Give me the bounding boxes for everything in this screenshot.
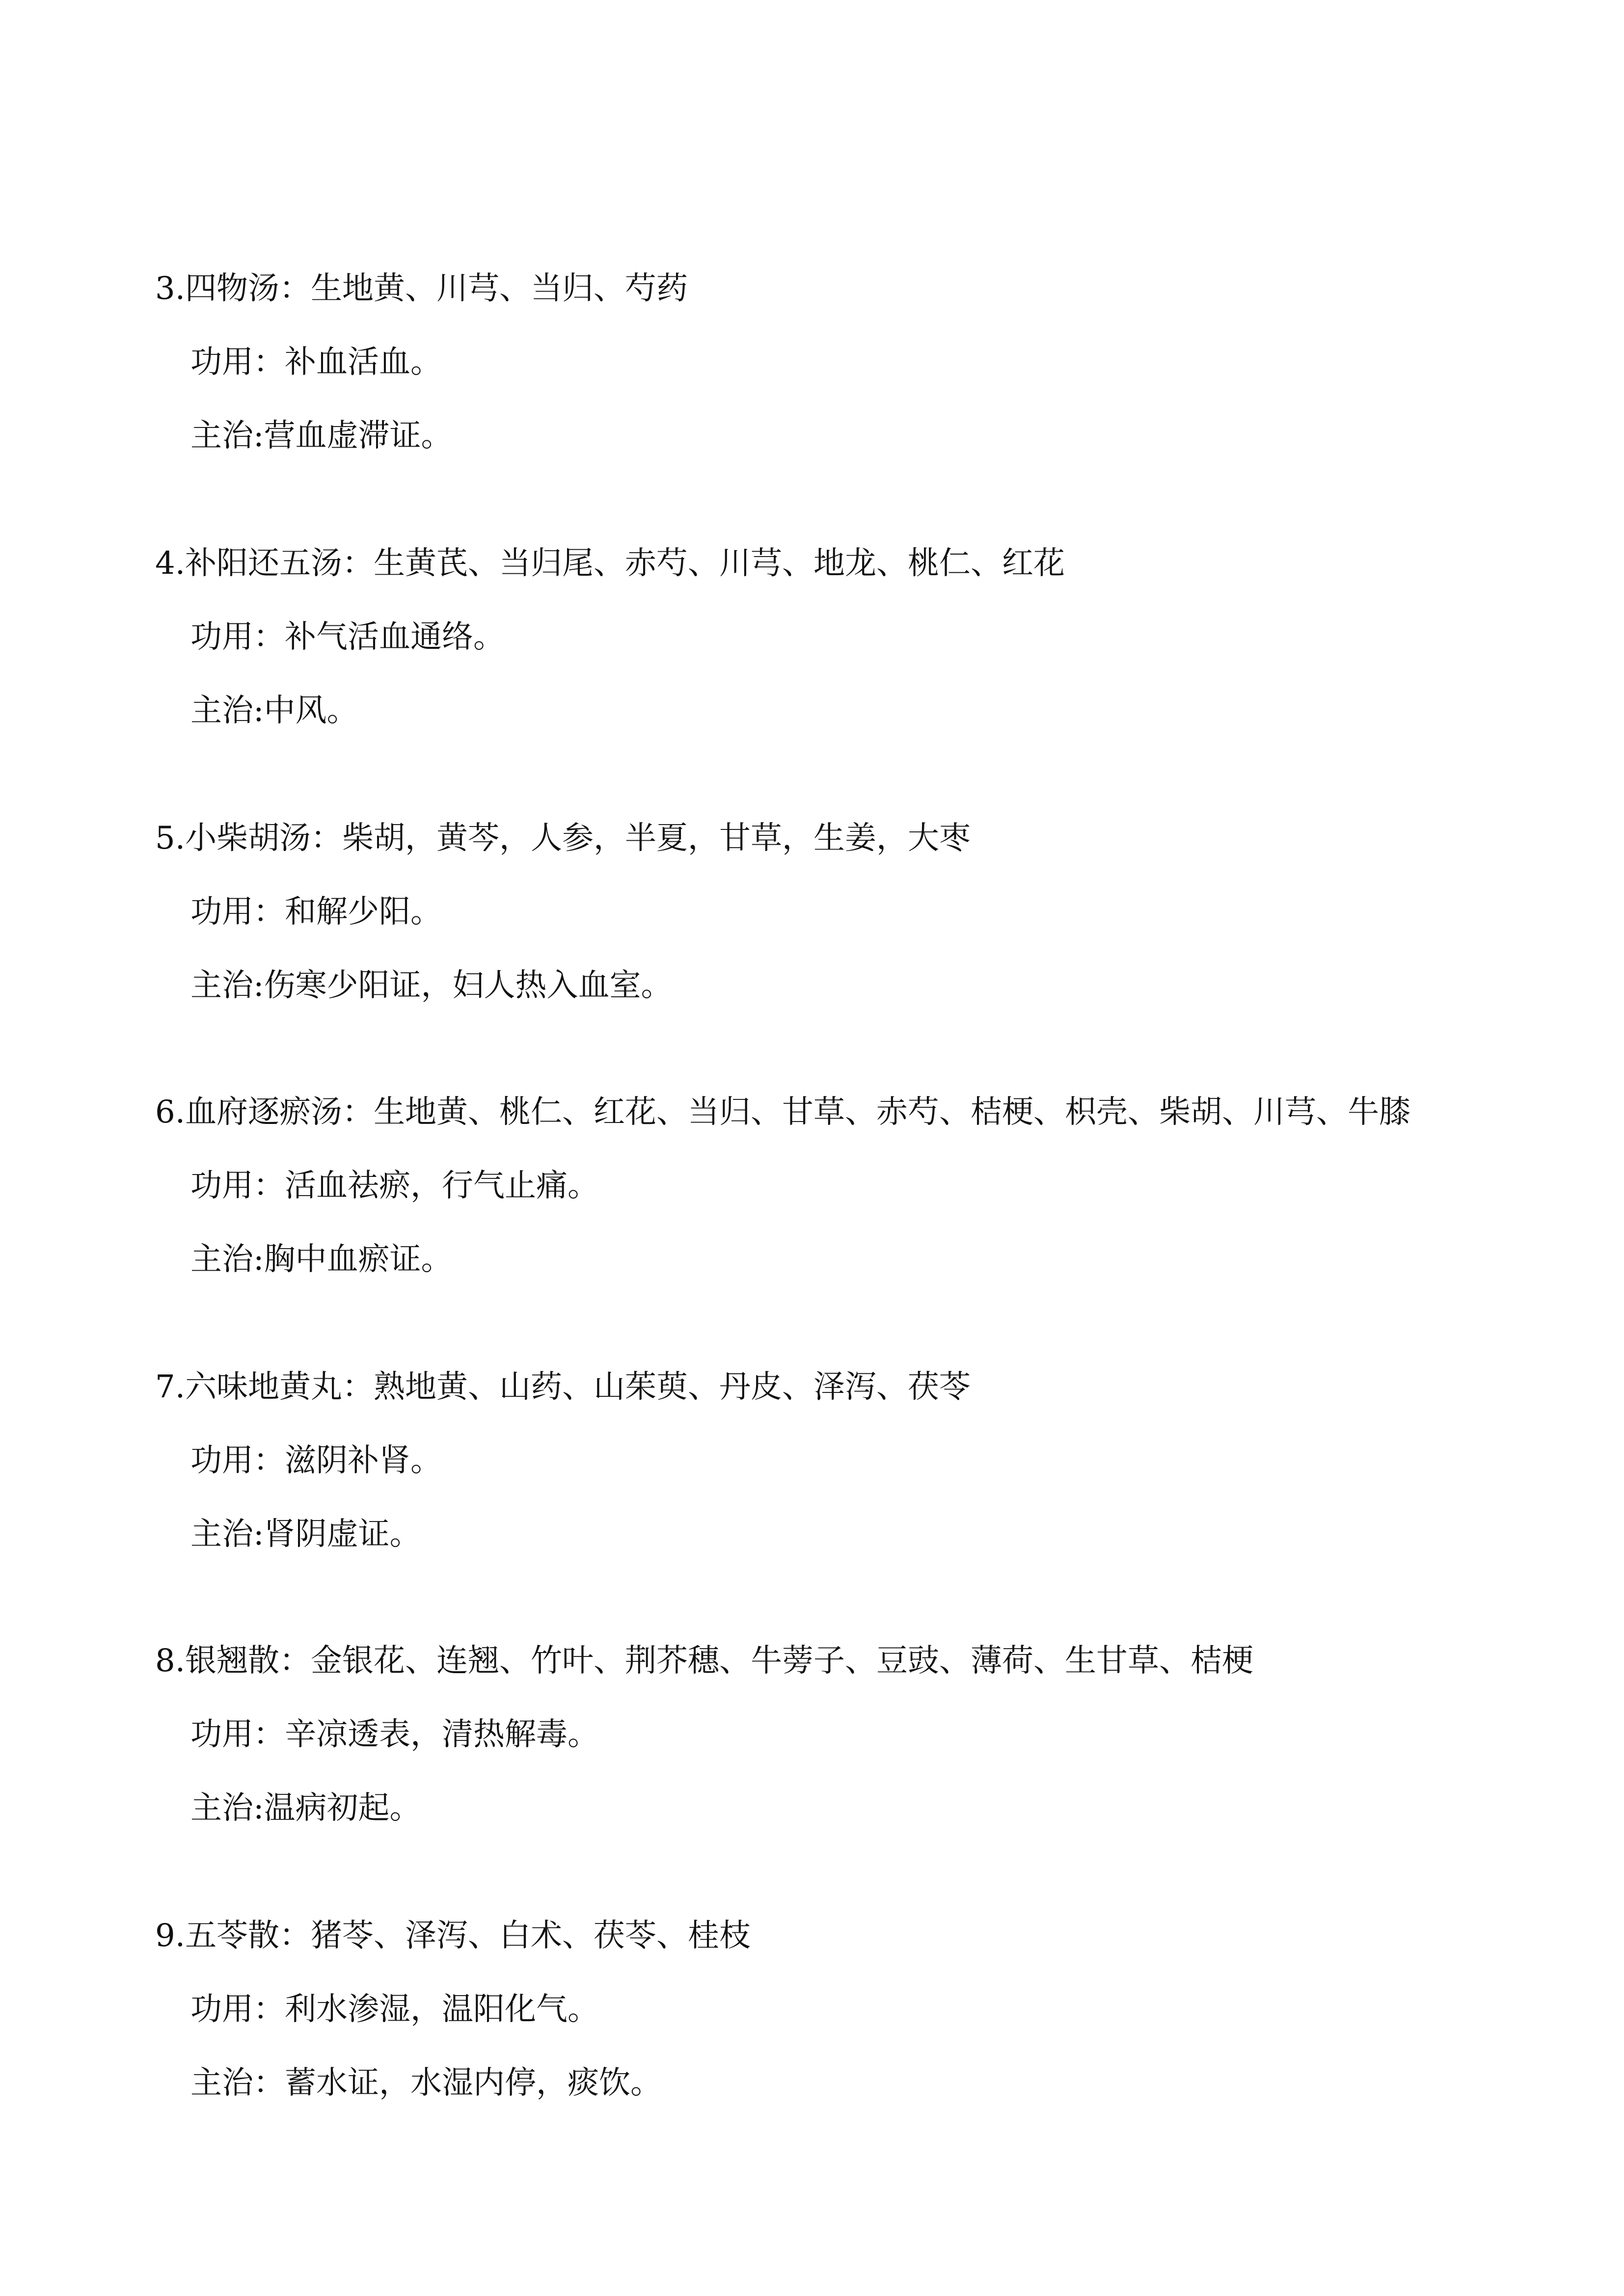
formula-title: 3.四物汤：生地黄、川芎、当归、芍药 [155, 270, 688, 307]
formula-title: 5.小柴胡汤：柴胡，黄芩，人参，半夏，甘草，生姜，大枣 [155, 820, 971, 856]
formula-title: 8.银翘散：金银花、连翘、竹叶、荆芥穗、牛蒡子、豆豉、薄荷、生甘草、桔梗 [155, 1643, 1254, 1679]
formula-function: 功用：补血活血。 [190, 344, 442, 380]
formula-function: 功用：和解少阳。 [190, 894, 442, 930]
formula-indication: 主治:中风。 [190, 693, 358, 729]
formula-title: 6.血府逐瘀汤：生地黄、桃仁、红花、当归、甘草、赤芍、桔梗、枳壳、柴胡、川芎、牛膝 [155, 1094, 1411, 1130]
formula-indication: 主治:肾阴虚证。 [190, 1516, 421, 1552]
formula-function: 功用：补气活血通络。 [190, 619, 505, 655]
formula-function: 功用：滋阴补肾。 [190, 1442, 442, 1479]
formula-title: 9.五苓散：猪苓、泽泻、白术、茯苓、桂枝 [155, 1918, 751, 1954]
formula-indication: 主治:温病初起。 [190, 1790, 421, 1826]
formula-function: 功用：利水渗湿，温阳化气。 [190, 1991, 599, 2028]
formula-indication: 主治:伤寒少阳证，妇人热入血室。 [190, 967, 673, 1004]
formula-title: 4.补阳还五汤：生黄芪、当归尾、赤芍、川芎、地龙、桃仁、红花 [155, 545, 1065, 582]
formula-indication: 主治:营血虚滞证。 [190, 418, 453, 454]
formula-function: 功用：活血祛瘀，行气止痛。 [190, 1168, 599, 1204]
formula-indication: 主治：蓄水证，水湿内停，痰饮。 [190, 2065, 662, 2101]
formula-indication: 主治:胸中血瘀证。 [190, 1241, 453, 1278]
formula-function: 功用：辛凉透表，清热解毒。 [190, 1716, 599, 1753]
formula-title: 7.六味地黄丸：熟地黄、山药、山茱萸、丹皮、泽泻、茯苓 [155, 1369, 971, 1405]
